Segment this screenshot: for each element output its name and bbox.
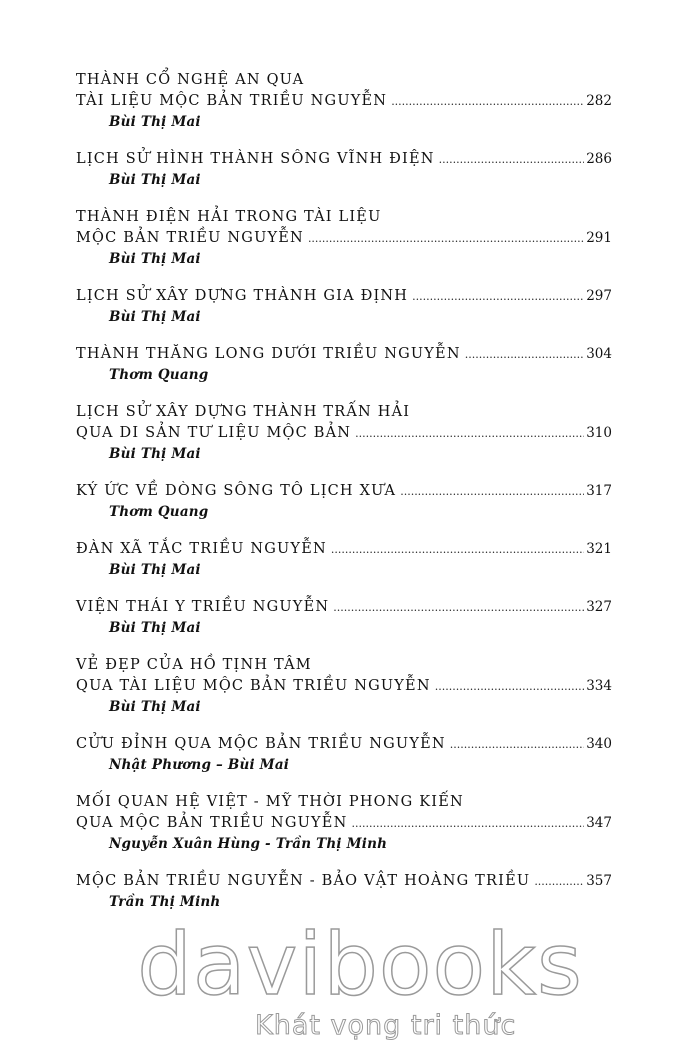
dot-leader: [435, 676, 584, 697]
toc-entry-author: Nguyễn Xuân Hùng - Trần Thị Minh: [109, 836, 388, 852]
toc-entry-author: Bùi Thị Mai: [109, 699, 201, 715]
dot-leader: [351, 813, 584, 834]
toc-entry-page-number: 334: [586, 678, 612, 694]
toc-entry-title: LỊCH SỬ XÂY DỰNG THÀNH GIA ĐỊNH: [76, 288, 409, 304]
toc-entry-title: QUA DI SẢN TƯ LIỆU MỘC BẢN: [76, 425, 352, 441]
toc-entry-leader-line: [76, 344, 612, 365]
toc-entry[interactable]: [76, 149, 612, 190]
toc-entry-leader-line: [76, 228, 612, 249]
toc-entry-title: ĐÀN XÃ TẮC TRIỀU NGUYỄN: [76, 541, 327, 557]
toc-entry-title-line: THÀNH CỔ NGHỆ AN QUA: [76, 72, 305, 88]
toc-entry-leader-line: [76, 91, 612, 112]
toc-entry[interactable]: [76, 734, 612, 775]
toc-entry-author: Bùi Thị Mai: [109, 251, 201, 267]
toc-entry-title: VIỆN THÁI Y TRIỀU NGUYỄN: [76, 599, 330, 615]
toc-entry-page-number: 327: [586, 599, 612, 615]
dot-leader: [355, 423, 584, 444]
toc-entry-title: LỊCH SỬ HÌNH THÀNH SÔNG VĨNH ĐIỆN: [76, 151, 435, 167]
toc-entry-title: MỘC BẢN TRIỀU NGUYỄN: [76, 230, 304, 246]
toc-entry-title: THÀNH THĂNG LONG DƯỚI TRIỀU NGUYỄN: [76, 346, 461, 362]
toc-entry-title: KÝ ỨC VỀ DÒNG SÔNG TÔ LỊCH XƯA: [76, 483, 397, 499]
toc-entry-title: TÀI LIỆU MỘC BẢN TRIỀU NGUYỄN: [76, 93, 388, 109]
toc-entry-leader-line: [76, 286, 612, 307]
watermark: [0, 915, 700, 1041]
dot-leader: [333, 597, 584, 618]
toc-entry[interactable]: [76, 792, 612, 854]
toc-entry-leader-line: [76, 676, 612, 697]
toc-entry-title-line: LỊCH SỬ XÂY DỰNG THÀNH TRẤN HẢI: [76, 404, 411, 420]
toc-entry-author: Bùi Thị Mai: [109, 446, 201, 462]
toc-entry[interactable]: [76, 539, 612, 580]
toc-entry[interactable]: [76, 597, 612, 638]
toc-entry-author: Bùi Thị Mai: [109, 172, 201, 188]
toc-entry[interactable]: [76, 481, 612, 522]
toc-entry-leader-line: [76, 734, 612, 755]
toc-entry-author: Thơm Quang: [109, 367, 209, 383]
toc-entry-page-number: 317: [586, 483, 612, 499]
toc-entry[interactable]: [76, 344, 612, 385]
dot-leader: [331, 539, 584, 560]
toc-entry[interactable]: [76, 207, 612, 269]
toc-entry-page-number: 321: [586, 541, 612, 557]
toc-entry[interactable]: [76, 655, 612, 717]
dot-leader: [400, 481, 584, 502]
toc-entry-author: Bùi Thị Mai: [109, 562, 201, 578]
toc-entry-page-number: 357: [586, 873, 612, 889]
dot-leader: [450, 734, 584, 755]
toc-entry[interactable]: [76, 402, 612, 464]
dot-leader: [308, 228, 584, 249]
toc-entry-title: QUA TÀI LIỆU MỘC BẢN TRIỀU NGUYỄN: [76, 678, 431, 694]
toc-entry-title: MỘC BẢN TRIỀU NGUYỄN - BẢO VẬT HOÀNG TRIỀU: [76, 873, 531, 889]
toc-entry-page-number: 297: [586, 288, 612, 304]
toc-entry-page-number: 291: [586, 230, 612, 246]
toc-entry-author: Bùi Thị Mai: [109, 114, 201, 130]
dot-leader: [534, 871, 584, 892]
toc-entry-title: CỬU ĐỈNH QUA MỘC BẢN TRIỀU NGUYỄN: [76, 736, 446, 752]
toc-entry-author: Trần Thị Minh: [109, 894, 221, 910]
toc-entry-title-line: THÀNH ĐIỆN HẢI TRONG TÀI LIỆU: [76, 209, 382, 225]
toc-entry-page-number: 347: [586, 815, 612, 831]
dot-leader: [412, 286, 584, 307]
toc-entry-author: Bùi Thị Mai: [109, 620, 201, 636]
toc-entry-page-number: 340: [586, 736, 612, 752]
toc-entry-page-number: 304: [586, 346, 612, 362]
toc-entry[interactable]: [76, 70, 612, 132]
watermark-slogan: Khát vọng tri thức: [255, 1010, 517, 1041]
toc-entry-title-line: MỐI QUAN HỆ VIỆT - MỸ THỜI PHONG KIẾN: [76, 794, 464, 810]
toc-entry-leader-line: [76, 871, 612, 892]
toc-entry-page-number: 286: [586, 151, 612, 167]
toc-entry-author: Nhật Phương – Bùi Mai: [109, 757, 290, 773]
toc-entry[interactable]: [76, 871, 612, 912]
dot-leader: [439, 149, 585, 170]
toc-entry-leader-line: [76, 149, 612, 170]
toc-entry-leader-line: [76, 539, 612, 560]
toc-entry-leader-line: [76, 597, 612, 618]
toc-entry-leader-line: [76, 813, 612, 834]
toc-entry-page-number: 310: [586, 425, 612, 441]
toc-entry-author: Bùi Thị Mai: [109, 309, 201, 325]
toc-entry-leader-line: [76, 423, 612, 444]
toc-entry-page-number: 282: [586, 93, 612, 109]
table-of-contents: [76, 70, 612, 929]
dot-leader: [465, 344, 584, 365]
toc-entry-title: QUA MỘC BẢN TRIỀU NGUYỄN: [76, 815, 348, 831]
toc-entry-leader-line: [76, 481, 612, 502]
dot-leader: [391, 91, 584, 112]
toc-entry[interactable]: [76, 286, 612, 327]
toc-entry-title-line: VẺ ĐẸP CỦA HỒ TỊNH TÂM: [76, 657, 312, 673]
toc-entry-author: Thơm Quang: [109, 504, 209, 520]
watermark-brand: davibooks: [137, 915, 583, 1015]
